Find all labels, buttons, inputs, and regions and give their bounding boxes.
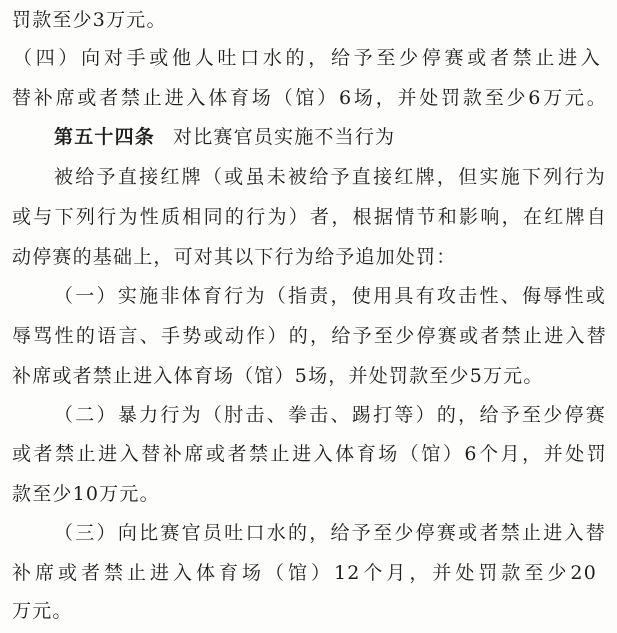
text-line: 款至少10万元。: [12, 483, 160, 505]
text-line: 罚款至少3万元。: [12, 9, 167, 31]
article-number: 第五十四条: [54, 126, 156, 148]
text-line: 被给予直接红牌（或虽未被给予直接红牌，但实施下列行为: [54, 166, 606, 188]
text-line: 动停赛的基础上，可对其以下行为给予追加处罚：: [12, 246, 457, 268]
text-line: （一）实施非体育行为（指责，使用具有攻击性、侮辱性或: [54, 285, 606, 307]
text-line: 补席或者禁止进入体育场（馆）12个月，并处罚款至少20: [12, 562, 597, 584]
text-line: 辱骂性的语言、手势或动作）的，给予至少停赛或者禁止进入替: [12, 325, 607, 347]
text-line: 万元。: [12, 600, 73, 622]
text-line: （二）暴力行为（肘击、拳击、踢打等）的，给予至少停赛: [54, 404, 606, 426]
article-heading: [54, 126, 395, 148]
text-line: 替补席或者禁止进入体育场（馆）6场，并处罚款至少6万元。: [12, 87, 607, 109]
text-line: 补席或者禁止进入体育场（馆）5场，并处罚款至少5万元。: [12, 365, 544, 387]
text-line: 或者禁止进入替补席或者禁止进入体育场（馆）6个月，并处罚: [12, 443, 607, 465]
text-line: （四）向对手或他人吐口水的，给予至少停赛或者禁止进入: [13, 47, 601, 69]
text-line: 或与下列行为性质相同的行为）者，根据情节和影响，在红牌自: [12, 206, 607, 228]
text-line: （三）向比赛官员吐口水的，给予至少停赛或者禁止进入替: [54, 522, 606, 544]
article-title: 对比赛官员实施不当行为: [173, 126, 396, 148]
